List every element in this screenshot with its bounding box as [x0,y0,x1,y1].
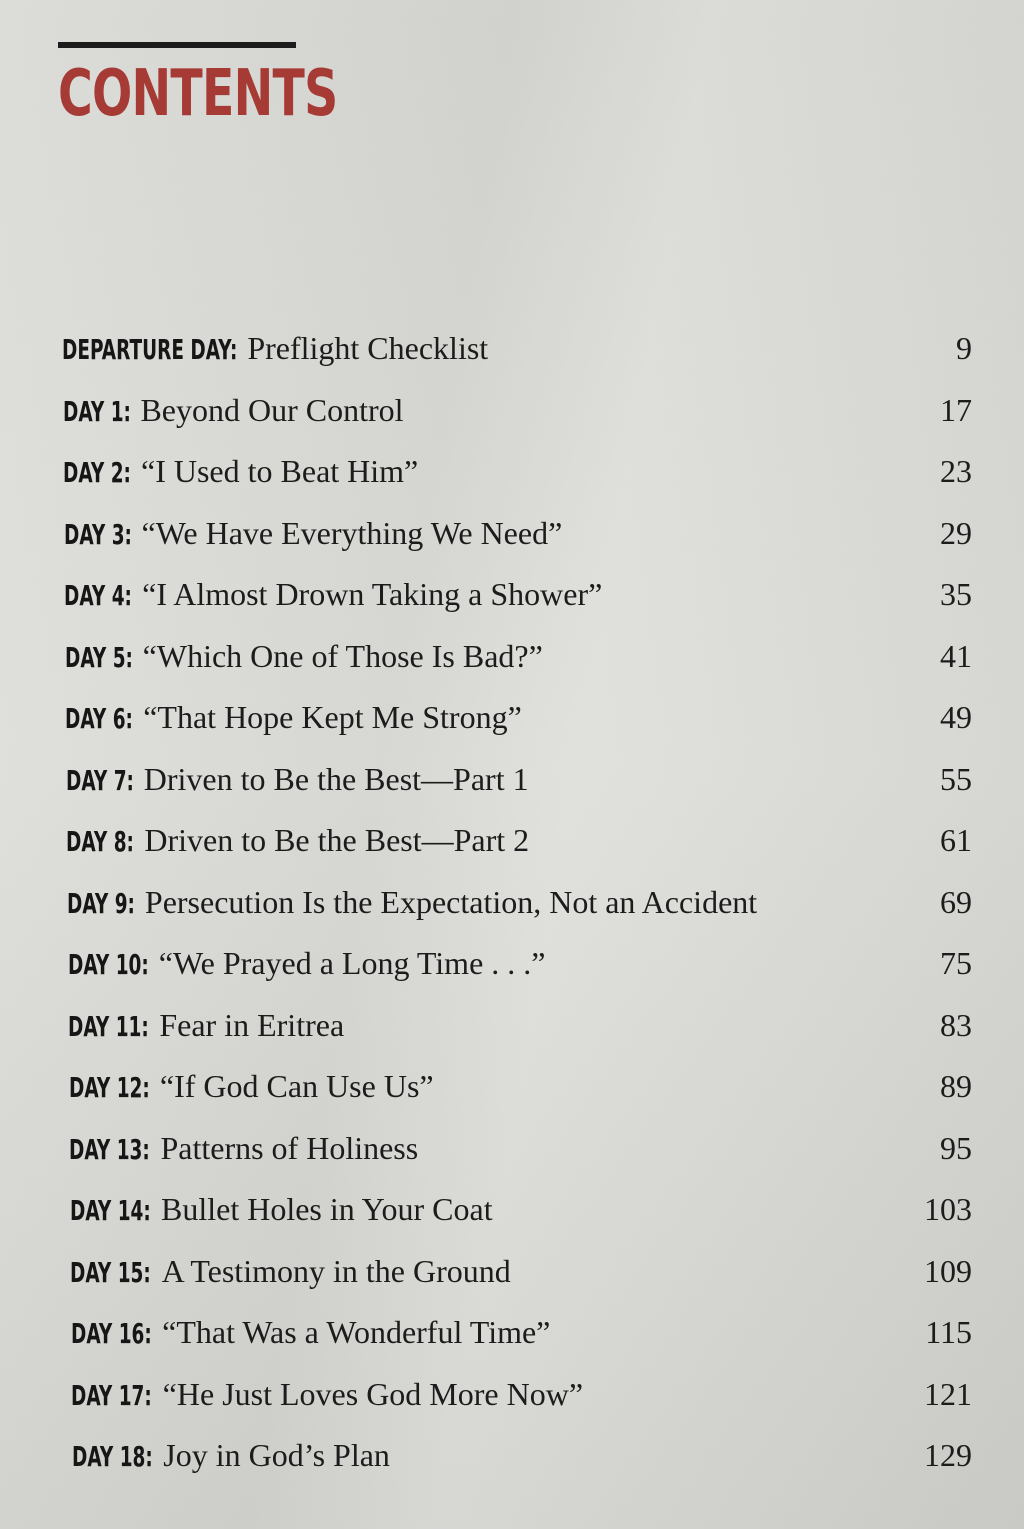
toc-entry [0,687,1024,749]
toc-entry [0,1241,1024,1303]
toc-day-label: DAY 8: [66,825,135,859]
toc-day-label: DAY 17: [71,1378,153,1412]
toc-day-label: DAY 11: [68,1009,149,1043]
toc-entry [0,626,1024,688]
toc-entry [0,503,1024,565]
toc-page-number: 9 [956,330,972,367]
toc-day-label: DAY 13: [69,1132,151,1166]
toc-entry [0,1118,1024,1180]
toc-page-number: 23 [940,453,972,490]
toc-entry-text [69,1130,418,1167]
toc-entry-text [64,576,602,613]
toc-day-label: DAY 4: [64,579,133,613]
toc-entry-text [63,392,404,429]
toc-entry-text [65,638,543,675]
toc-entry [0,1302,1024,1364]
toc-entry-text [68,945,546,982]
toc-day-title: Bullet Holes in Your Coat [161,1191,493,1228]
toc-entry [0,1425,1024,1487]
toc-page-number: 75 [940,945,972,982]
toc-entry-text [70,1253,510,1290]
toc-page-number: 29 [940,514,972,551]
toc-day-label: DAY 18: [72,1440,153,1474]
toc-day-label: DAY 14: [69,1194,151,1228]
toc-page-number: 103 [924,1191,972,1228]
toc-page-number: 17 [940,391,972,428]
toc-page-number: 55 [940,760,972,797]
toc-entry-text [68,1007,344,1044]
toc-day-label: DAY 12: [68,1071,150,1105]
toc-entry-text [69,1068,434,1105]
toc-page-number: 129 [924,1437,972,1474]
toc-entry [0,810,1024,872]
table-of-contents [0,318,1024,1487]
toc-entry-text [70,1191,493,1228]
toc-day-label: DAY 5: [64,640,133,674]
toc-day-label: DAY 6: [65,702,134,736]
toc-entry [0,564,1024,626]
toc-entry [0,441,1024,503]
toc-day-title: Persecution Is the Expectation, Not an Accident [144,883,758,920]
toc-day-title: Beyond Our Control [140,391,404,428]
toc-entry [0,872,1024,934]
toc-entry-text [65,699,521,736]
toc-entry [0,1364,1024,1426]
toc-day-label: DAY 3: [63,517,132,551]
toc-day-label: DAY 9: [67,886,135,920]
toc-page-number: 49 [940,699,972,736]
toc-entry [0,1056,1024,1118]
toc-entry-text [71,1376,583,1413]
toc-page-number: 89 [940,1068,972,1105]
toc-day-title: Fear in Eritrea [159,1006,345,1043]
toc-page-number: 69 [940,883,972,920]
toc-entry-text [66,761,529,798]
toc-day-title: “Which One of Those Is Bad?” [142,637,543,674]
toc-day-title: “That Was a Wonderful Time” [162,1314,551,1351]
toc-day-title: A Testimony in the Ground [161,1252,511,1289]
toc-day-label: DAY 2: [63,456,132,490]
toc-day-title: “I Almost Drown Taking a Shower” [142,576,603,613]
toc-day-label: DAY 1: [62,394,131,428]
toc-day-title: Driven to Be the Best—Part 2 [144,822,530,859]
toc-page-number: 109 [924,1252,972,1289]
toc-day-title: “If God Can Use Us” [159,1068,434,1105]
toc-page-number: 41 [940,637,972,674]
toc-page-number: 61 [940,822,972,859]
toc-day-title: “He Just Loves God More Now” [162,1375,584,1412]
toc-entry [0,995,1024,1057]
toc-entry-text [62,330,488,367]
toc-day-title: “That Hope Kept Me Strong” [143,699,522,736]
toc-day-title: Joy in God’s Plan [163,1437,390,1474]
toc-entry [0,933,1024,995]
toc-entry [0,318,1024,380]
toc-page-number: 115 [925,1314,972,1351]
toc-page-number: 35 [940,576,972,613]
toc-page-number: 83 [940,1006,972,1043]
toc-day-title: “I Used to Beat Him” [141,453,419,490]
toc-entry-text [67,884,757,921]
toc-day-title: “We Have Everything We Need” [141,514,563,551]
toc-day-label: DAY 10: [67,948,149,982]
toc-entry [0,749,1024,811]
toc-entry [0,380,1024,442]
toc-entry-text [71,1314,551,1351]
toc-page-number: 121 [924,1375,972,1412]
toc-day-label: DAY 16: [70,1317,152,1351]
toc-page-number: 95 [940,1129,972,1166]
toc-day-title: Preflight Checklist [247,330,489,367]
toc-entry-text [72,1437,390,1474]
toc-day-label: DEPARTURE DAY: [62,333,238,367]
toc-day-label: DAY 15: [70,1255,152,1289]
toc-day-title: Patterns of Holiness [160,1129,419,1166]
toc-day-label: DAY 7: [65,763,134,797]
toc-entry-text [63,453,418,490]
toc-day-title: “We Prayed a Long Time . . .” [158,945,546,982]
top-rule [58,42,296,48]
toc-entry-text [64,515,563,552]
toc-entry [0,1179,1024,1241]
toc-day-title: Driven to Be the Best—Part 1 [143,760,529,797]
page-title: CONTENTS [58,57,338,131]
toc-entry-text [66,822,529,859]
